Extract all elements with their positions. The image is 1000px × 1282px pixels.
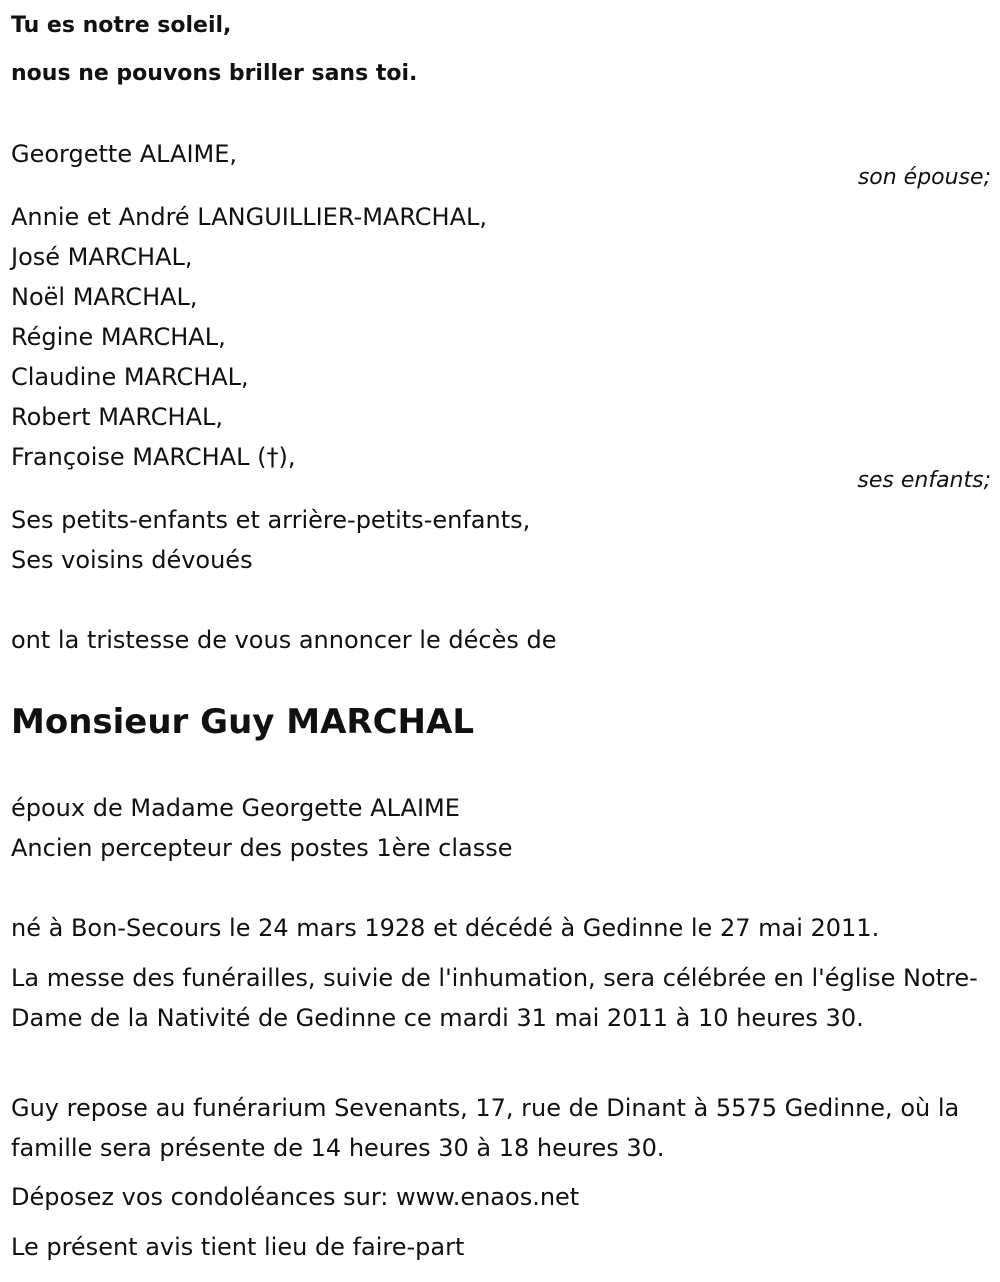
deceased-profession: Ancien percepteur des postes 1ère classe: [11, 834, 513, 862]
child-name: Régine MARCHAL,: [11, 323, 226, 351]
funeral-paragraph: La messe des funérailles, suivie de l'inhumation, sera célébrée en l'église Notre-Dame de la Nativité de Gedinne ce mardi 31 mai 2011 à 10 heures 30.: [11, 964, 978, 1032]
deceased-name: Monsieur Guy MARCHAL: [11, 702, 474, 742]
announcement-line: ont la tristesse de vous annoncer le décès de: [11, 626, 557, 654]
child-name: Françoise MARCHAL (†),: [11, 443, 296, 471]
spouse-role: son épouse;: [857, 165, 991, 190]
condolences-line: Déposez vos condoléances sur: www.enaos.net: [11, 1183, 580, 1211]
grandchildren-line: Ses petits-enfants et arrière-petits-enfants,: [11, 506, 531, 534]
repose-paragraph: Guy repose au funérarium Sevenants, 17, rue de Dinant à 5575 Gedinne, où la famille sera présente de 14 heures 30 à 18 heures 30.: [11, 1094, 960, 1162]
notice-line: Le présent avis tient lieu de faire-part: [11, 1233, 465, 1261]
child-name: Annie et André LANGUILLIER-MARCHAL,: [11, 203, 488, 231]
spouse-name: Georgette ALAIME,: [11, 140, 238, 168]
child-name: Robert MARCHAL,: [11, 403, 224, 431]
motto-line-2: nous ne pouvons briller sans toi.: [11, 61, 418, 86]
child-name: Noël MARCHAL,: [11, 283, 198, 311]
neighbours-line: Ses voisins dévoués: [11, 546, 253, 574]
birth-death-line: né à Bon-Secours le 24 mars 1928 et décédé à Gedinne le 27 mai 2011.: [11, 914, 880, 942]
children-role: ses enfants;: [857, 468, 991, 493]
child-name: José MARCHAL,: [11, 243, 193, 271]
child-name: Claudine MARCHAL,: [11, 363, 249, 391]
motto-line-1: Tu es notre soleil,: [11, 13, 232, 38]
deceased-spouse-line: époux de Madame Georgette ALAIME: [11, 794, 460, 822]
